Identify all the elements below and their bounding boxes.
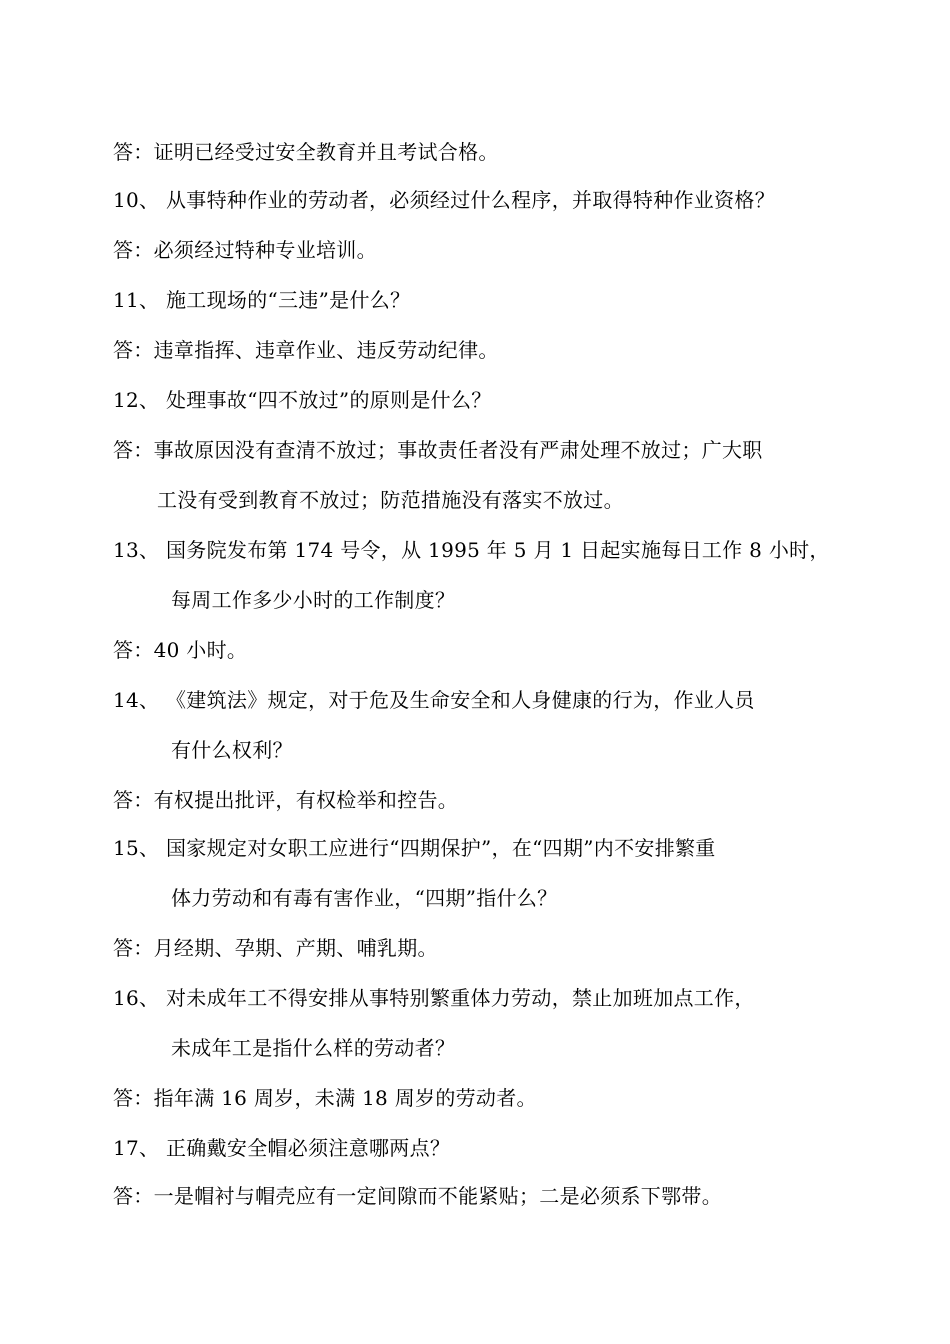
question-12: 12、 处理事故“四不放过”的原则是什么？	[113, 388, 492, 412]
question-17: 17、 正确戴安全帽必须注意哪两点？	[113, 1136, 451, 1160]
question-15-line-2: 体力劳动和有毒有害作业，“四期”指什么？	[171, 886, 558, 910]
question-11: 11、 施工现场的“三违”是什么？	[113, 288, 411, 312]
answer-13: 答：40 小时。	[113, 638, 248, 662]
answer-11: 答：违章指挥、违章作业、违反劳动纪律。	[113, 338, 499, 362]
answer-17: 答：一是帽衬与帽壳应有一定间隙而不能紧贴；二是必须系下鄂带。	[113, 1184, 722, 1208]
answer-16: 答：指年满 16 周岁，未满 18 周岁的劳动者。	[113, 1086, 537, 1110]
question-16-line-1: 16、 对未成年工不得安排从事特别繁重体力劳动，禁止加班加点工作，	[113, 986, 755, 1010]
question-13-line-1: 13、 国务院发布第 174 号令，从 1995 年 5 月 1 日起实施每日工作 8 小时，	[113, 538, 830, 562]
question-14-line-1: 14、 《建筑法》规定，对于危及生命安全和人身健康的行为，作业人员	[113, 688, 755, 712]
question-13-line-2: 每周工作多少小时的工作制度？	[171, 588, 456, 612]
answer-12-line-2: 工没有受到教育不放过；防范措施没有落实不放过。	[157, 488, 624, 512]
answer-10: 答：必须经过特种专业培训。	[113, 238, 377, 262]
question-14-line-2: 有什么权利？	[171, 738, 293, 762]
question-15-line-1: 15、 国家规定对女职工应进行“四期保护”，在“四期”内不安排繁重	[113, 836, 716, 860]
answer-9: 答：证明已经受过安全教育并且考试合格。	[113, 140, 499, 164]
question-16-line-2: 未成年工是指什么样的劳动者？	[171, 1036, 456, 1060]
answer-14: 答：有权提出批评，有权检举和控告。	[113, 788, 459, 812]
answer-12-line-1: 答：事故原因没有查清不放过；事故责任者没有严肃处理不放过；广大职	[113, 438, 763, 462]
answer-15: 答：月经期、孕期、产期、哺乳期。	[113, 936, 438, 960]
question-10: 10、 从事特种作业的劳动者，必须经过什么程序，并取得特种作业资格？	[113, 188, 776, 212]
